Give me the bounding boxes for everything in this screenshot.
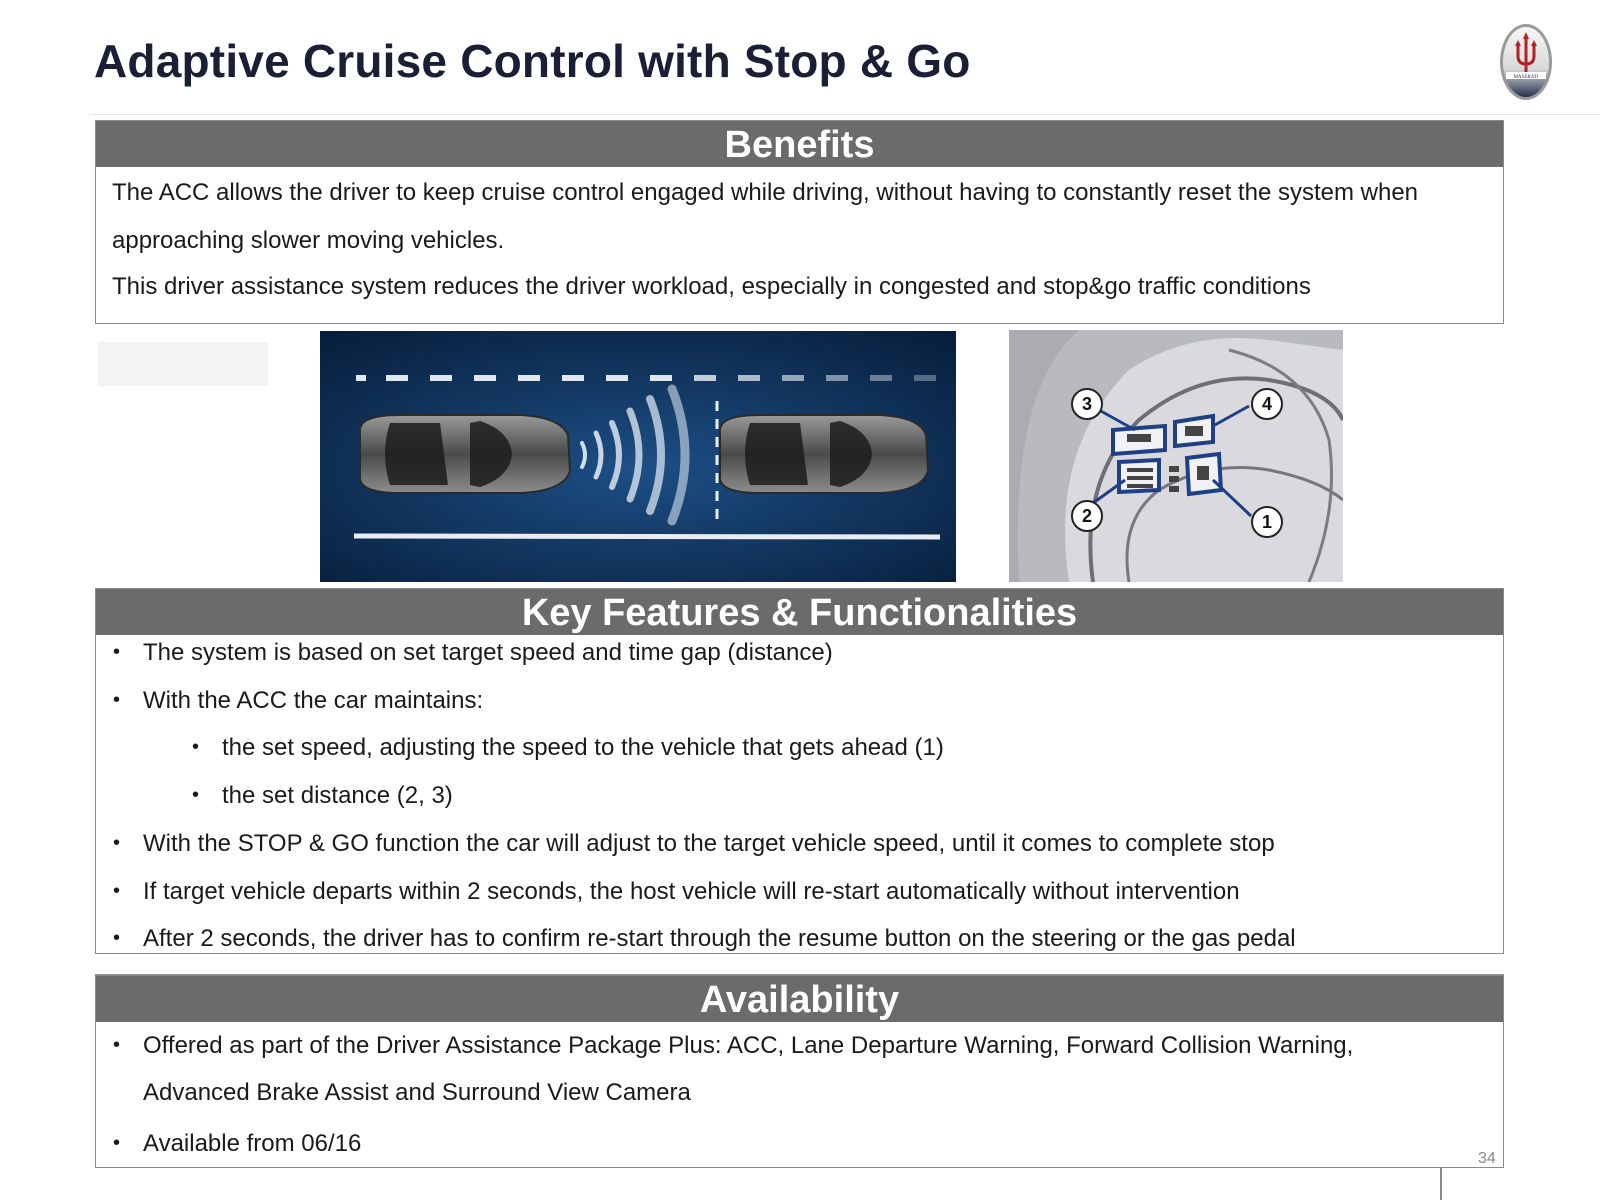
callout-3: 3: [1081, 394, 1093, 414]
page-number: 34: [1478, 1150, 1496, 1167]
benefits-header: Benefits: [96, 121, 1503, 167]
acc-radar-illustration: [320, 331, 956, 582]
list-item: • With the ACC the car maintains:: [96, 677, 1503, 725]
list-item: • Offered as part of the Driver Assistance Package Plus: ACC, Lane Departure Warning, Forward Collision Warning, Advanced Brake Assist and Surround View Camera: [96, 1022, 1503, 1116]
callout-2: 2: [1081, 506, 1093, 526]
list-item: • After 2 seconds, the driver has to confirm re-start through the resume button on the steering or the gas pedal: [96, 915, 1503, 963]
callout-1: 1: [1261, 512, 1273, 532]
list-item: • the set speed, adjusting the speed to the vehicle that gets ahead (1): [96, 724, 1503, 772]
features-header: Key Features & Functionalities: [96, 589, 1503, 635]
footer-divider: [1440, 1168, 1442, 1200]
features-list: [96, 629, 1503, 963]
steering-wheel-controls-illustration: [1009, 330, 1343, 582]
list-item: • If target vehicle departs within 2 seconds, the host vehicle will re-start automatically without intervention: [96, 868, 1503, 916]
placeholder-box: [98, 342, 268, 386]
list-item: • Available from 06/16: [96, 1120, 1503, 1168]
maserati-logo: [1498, 22, 1554, 102]
availability-section: [95, 974, 1504, 1168]
slide-title: Adaptive Cruise Control with Stop & Go: [94, 35, 971, 87]
benefits-section: [95, 120, 1504, 324]
features-section: [95, 588, 1504, 954]
callout-4: 4: [1261, 394, 1273, 414]
logo-wordmark: MASERATI: [1513, 75, 1539, 80]
availability-header: Availability: [96, 976, 1503, 1022]
availability-list: [96, 1022, 1503, 1168]
benefits-paragraph-2: This driver assistance system reduces the driver workload, especially in congested and stop&go traffic conditions: [112, 273, 1311, 300]
lane-edge: [354, 536, 940, 537]
host-car: [360, 415, 570, 493]
list-item: • the set distance (2, 3): [96, 772, 1503, 820]
list-item: • The system is based on set target speed and time gap (distance): [96, 629, 1503, 677]
benefits-paragraph-1: The ACC allows the driver to keep cruise control engaged while driving, without having to constantly reset the system when approaching slower moving vehicles.: [112, 179, 1419, 254]
list-item: • With the STOP & GO function the car will adjust to the target vehicle speed, until it comes to complete stop: [96, 820, 1503, 868]
title-divider: [90, 114, 1600, 115]
target-car: [720, 415, 928, 493]
